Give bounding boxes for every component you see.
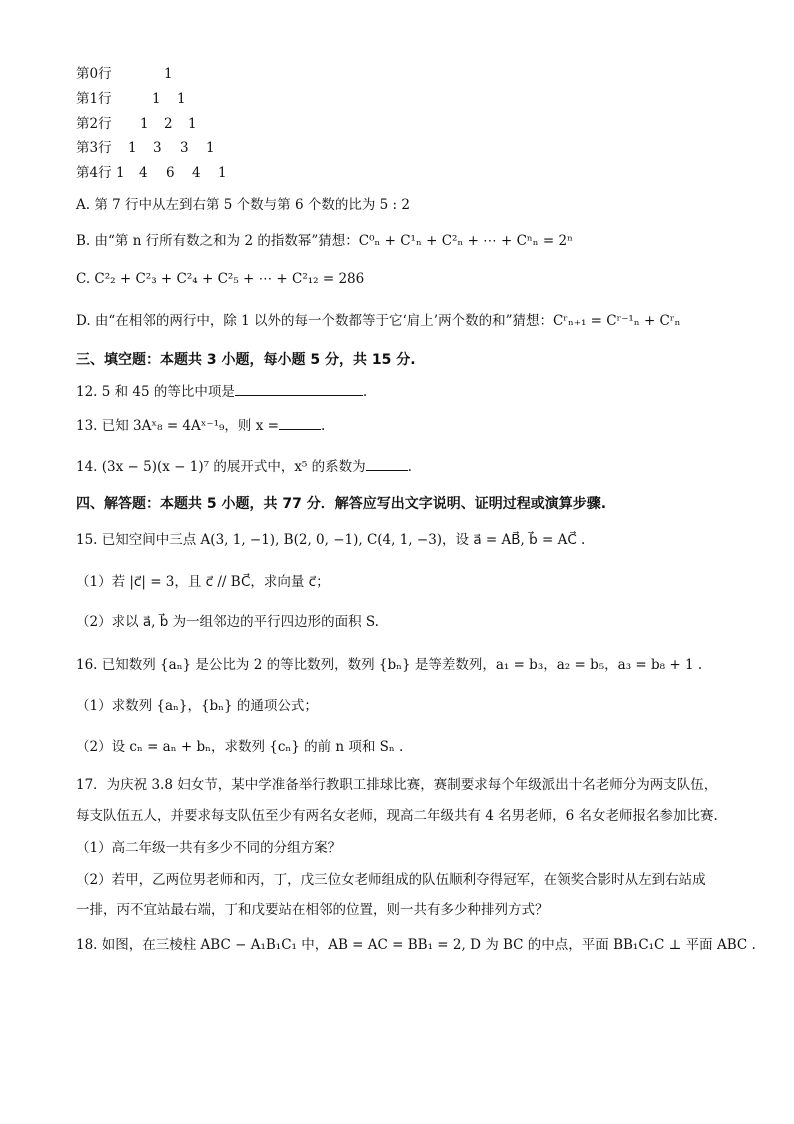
question-14 (76, 456, 412, 477)
triangle-number: 3 (180, 140, 189, 156)
question-16: 16. 已知数列 {aₙ} 是公比为 2 的等比数列，数列 {bₙ} 是等差数列，a₁ = b₃，a₂ = b₅，a₃ = b₈ + 1 . (76, 657, 703, 673)
triangle-row-label: 第4行 (76, 165, 112, 181)
period: . (362, 384, 368, 400)
section-heading-solutions: 四、解答题：本题共 5 小题，共 77 分．解答应写出文字说明、证明过程或演算步骤. (76, 496, 607, 512)
question-13 (76, 415, 325, 436)
triangle-row-label: 第1行 (76, 91, 112, 107)
question-17-line-2: 每支队伍五人，并要求每支队伍至少有两名女老师，现高二年级共有 4 名男老师，6 名女老师报名参加比赛. (76, 808, 718, 824)
period: . (320, 418, 326, 434)
triangle-number: 1 (140, 116, 149, 132)
question-14-text: 14. (3x − 5)(x − 1)⁷ 的展开式中，x⁵ 的系数为 (76, 459, 366, 475)
answer-blank (366, 456, 408, 471)
triangle-number: 1 (218, 165, 227, 181)
question-16-part-1: （1）求数列 {aₙ}，{bₙ} 的通项公式； (76, 698, 318, 714)
option-b: B. 由“第 n 行所有数之和为 2 的指数幂”猜想：C⁰ₙ + C¹ₙ + C²ₙ + ⋯ + Cⁿₙ = 2ⁿ (76, 233, 573, 249)
answer-blank (279, 415, 321, 430)
option-a: A. 第 7 行中从左到右第 5 个数与第 6 个数的比为 5 : 2 (76, 197, 410, 213)
triangle-number: 1 (164, 66, 173, 82)
triangle-number: 1 (128, 140, 137, 156)
question-12 (76, 381, 367, 402)
triangle-row-2 (76, 114, 197, 134)
triangle-row-3 (76, 138, 215, 158)
question-12-text: 12. 5 和 45 的等比中项是 (76, 384, 235, 400)
triangle-row-1 (76, 89, 186, 109)
triangle-number: 1 (188, 116, 197, 132)
triangle-number: 2 (164, 116, 173, 132)
triangle-number: 6 (166, 165, 175, 181)
triangle-number: 4 (192, 165, 201, 181)
triangle-number: 1 (116, 165, 125, 181)
question-16-part-2: （2）设 cₙ = aₙ + bₙ，求数列 {cₙ} 的前 n 项和 Sₙ . (76, 739, 404, 755)
question-13-text: 13. 已知 3Aˣ₈ = 4Aˣ⁻¹₉，则 x = (76, 418, 279, 434)
triangle-number: 4 (139, 165, 148, 181)
question-15-part-1: （1）若 |c⃗| = 3，且 c⃗ // BC⃗，求向量 c⃗； (76, 574, 330, 590)
question-15: 15. 已知空间中三点 A(3, 1, −1), B(2, 0, −1), C(4, 1, −3)，设 a⃗ = AB⃗, b⃗ = AC⃗ . (76, 532, 586, 548)
triangle-number: 1 (177, 91, 186, 107)
triangle-number: 1 (152, 91, 161, 107)
question-17-line-1: 17．为庆祝 3.8 妇女节，某中学准备举行教职工排球比赛，赛制要求每个年级派出十名老师分为两支队伍， (76, 777, 718, 793)
option-c: C. C²₂ + C²₃ + C²₄ + C²₅ + ⋯ + C²₁₂ = 286 (76, 271, 365, 287)
triangle-number: 1 (206, 140, 215, 156)
triangle-row-label: 第2行 (76, 116, 112, 132)
section-heading-fill-in: 三、填空题：本题共 3 小题，每小题 5 分，共 15 分. (76, 352, 416, 368)
option-d: D. 由“在相邻的两行中，除 1 以外的每一个数都等于它‘肩上’两个数的和”猜想：Cʳₙ₊₁ = Cʳ⁻¹ₙ + Cʳₙ (76, 313, 681, 329)
question-18: 18. 如图，在三棱柱 ABC − A₁B₁C₁ 中，AB = AC = BB₁ = 2, D 为 BC 的中点，平面 BB₁C₁C ⊥ 平面 ABC . (76, 937, 756, 953)
triangle-number: 3 (153, 140, 162, 156)
question-17-part-1: （1）高二年级一共有多少不同的分组方案？ (76, 840, 342, 856)
triangle-row-4 (76, 163, 227, 183)
answer-blank (235, 381, 363, 396)
triangle-row-label: 第3行 (76, 140, 112, 156)
triangle-row-0 (76, 64, 173, 84)
question-15-part-2: （2）求以 a⃗, b⃗ 为一组邻边的平行四边形的面积 S. (76, 614, 379, 630)
question-17-part-2-line-2: 一排，丙不宜站最右端，丁和戊要站在相邻的位置，则一共有多少种排列方式？ (76, 902, 549, 918)
period: . (407, 459, 412, 475)
triangle-row-label: 第0行 (76, 66, 112, 82)
question-17-part-2-line-1: （2）若甲，乙两位男老师和丙，丁，戊三位女老师组成的队伍顺利夺得冠军，在领奖合影时从左到右站成 (76, 872, 706, 888)
